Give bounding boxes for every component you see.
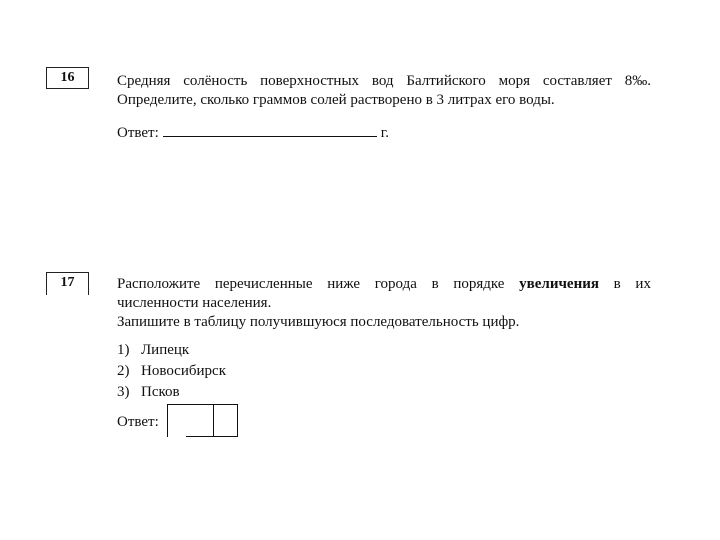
list-item: [117, 383, 180, 401]
q17-text-line-3: Запишите в таблицу получившуюся последовательность цифр.: [117, 314, 520, 330]
q17-word: в: [431, 276, 439, 292]
q16-word: составляет: [542, 73, 612, 89]
q16-answer-unit: г.: [380, 125, 389, 141]
q17-bold-word: увеличения: [519, 276, 599, 292]
q17-word: порядке: [453, 276, 505, 292]
answer-cell[interactable]: [168, 405, 214, 437]
list-item-number: 2): [117, 363, 130, 379]
q17-answer-grid: [167, 404, 238, 437]
answer-grid-bottom-line: [186, 436, 238, 437]
q17-word: города: [374, 276, 417, 292]
list-item-text: Псков: [141, 384, 180, 400]
q17-word: ниже: [327, 276, 361, 292]
q17-answer-label: Ответ:: [117, 414, 159, 430]
q16-word: Балтийского: [406, 73, 486, 89]
q17-word: перечисленные: [214, 276, 313, 292]
q17-word: в: [613, 276, 621, 292]
question-number-17: 17: [46, 272, 89, 295]
list-item: [117, 341, 189, 359]
q17-word: Расположите: [117, 276, 201, 292]
q16-answer-field[interactable]: [163, 122, 377, 137]
q17-text-line-2: численности населения.: [117, 295, 272, 311]
list-item-number: 3): [117, 384, 130, 400]
list-item-number: 1): [117, 342, 130, 358]
q16-word: Средняя: [117, 73, 171, 89]
q16-word: солёность: [183, 73, 248, 89]
q17-text-line-1: [117, 275, 651, 293]
q16-answer-row: [117, 122, 389, 142]
q16-word: вод: [371, 73, 394, 89]
q16-text-line-2: Определите, сколько граммов солей растворено в 3 литрах его воды.: [117, 92, 555, 108]
q16-answer-label: Ответ:: [117, 125, 159, 141]
q17-word: их: [635, 276, 651, 292]
question-number-16: 16: [46, 67, 89, 89]
q16-word: поверхностных: [260, 73, 360, 89]
q16-word: 8‰.: [624, 73, 651, 89]
list-item: [117, 362, 226, 380]
q16-word: моря: [498, 73, 531, 89]
q16-text-line-1: [117, 72, 651, 90]
list-item-text: Липецк: [141, 342, 190, 358]
list-item-text: Новосибирск: [141, 363, 226, 379]
answer-cell[interactable]: [214, 405, 237, 437]
